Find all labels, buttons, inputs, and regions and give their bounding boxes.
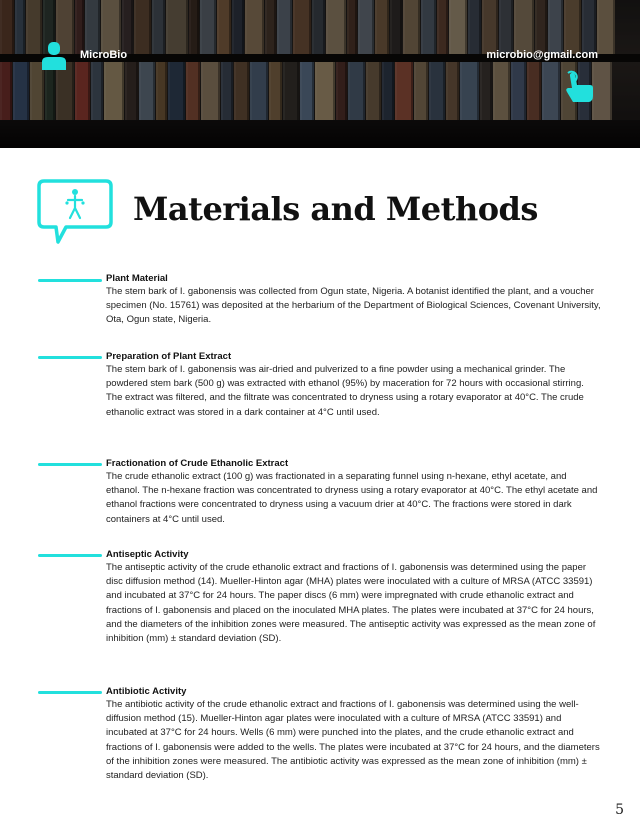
- section-heading: Fractionation of Crude Ethanolic Extract: [106, 458, 289, 469]
- speech-bubble-person-icon: [36, 178, 114, 246]
- section-rule: [38, 554, 102, 557]
- section-antibiotic: [106, 685, 602, 783]
- section-body: The crude ethanolic extract (100 g) was fractionated in a separating funnel using n-hexane, ethyl acetate, and ethanol. The n-hexane fraction was concentrated to dryness using a rotary evaporator at 40°C. The ethyl acetate and ethanol fractions were concentrated to dryness using a vacuum drier at 40°C. The fractions were stored in dark containers at 4°C until used.: [106, 471, 598, 525]
- section-rule: [38, 279, 102, 282]
- section-antiseptic: [106, 548, 602, 646]
- user-icon: [40, 40, 68, 70]
- section-heading: Antibiotic Activity: [106, 686, 187, 697]
- section-heading: Antiseptic Activity: [106, 549, 189, 560]
- page-number: 5: [615, 802, 624, 818]
- section-rule: [38, 463, 102, 466]
- brand-name: MicroBio: [80, 49, 128, 61]
- section-body: The stem bark of I. gabonensis was air-dried and pulverized to a fine powder using a mechanical grinder. The powdered stem bark (500 g) was extracted with ethanol (95%) by maceration for 72 hours with occasional stirring. The extract was filtered, and the filtrate was concentrated to dryness using a rotary evaporator at 40°C. The crude ethanolic extract was stored in a dark container at 4°C until used.: [106, 364, 584, 418]
- brand[interactable]: [40, 40, 127, 70]
- header-banner: [0, 0, 640, 148]
- section-heading: Preparation of Plant Extract: [106, 351, 232, 362]
- section-plant-material: [106, 272, 602, 328]
- section-body: The stem bark of I. gabonensis was collected from Ogun state, Nigeria. A botanist identified the plant, and a voucher specimen (No. 15761) was deposited at the herbarium of the Department of Biological Sciences, Covenant University, Ota, Ogun state, Nigeria.: [106, 286, 601, 326]
- section-heading: Plant Material: [106, 273, 168, 284]
- section-rule: [38, 691, 102, 694]
- contact-email[interactable]: microbio@gmail.com: [486, 49, 598, 61]
- section-preparation: [106, 350, 602, 420]
- section-body: The antibiotic activity of the crude ethanolic extract and fractions of I. gabonensis was determined using the well-diffusion method (15). Mueller-Hinton agar plates were inoculated with a culture of MRSA (ATCC 33591) and incubated at 37°C for 24 hours. Wells (6 mm) were punched into the plates, and the crude ethanolic extract and fractions of I. gabonensis were added to the wells. The plates were incubated at 37°C for 24 hours, and the diameters of the inhibition zones were measured. The antibiotic activity was expressed as the mean zone of inhibition (mm) ± standard deviation (SD).: [106, 699, 600, 782]
- section-rule: [38, 356, 102, 359]
- section-body: The antiseptic activity of the crude ethanolic extract and fractions of I. gabonensis was determined using the paper disc diffusion method (14). Mueller-Hinton agar (MHA) plates were inoculated with a culture of MRSA (ATCC 33591) and incubated at 37°C for 24 hours. The paper discs (6 mm) were impregnated with crude ethanolic extract and fractions of I. gabonensis and placed on the inoculated MHA plates. The plates were incubated at 37°C for 24 hours, and the diameters of the inhibition zones were measured. The antiseptic activity was expressed as the mean zone of inhibition (mm) ± standard deviation (SD).: [106, 562, 596, 645]
- pointing-hand-icon: [563, 70, 595, 104]
- section-fractionation: [106, 457, 602, 527]
- page-title: Materials and Methods: [133, 190, 538, 228]
